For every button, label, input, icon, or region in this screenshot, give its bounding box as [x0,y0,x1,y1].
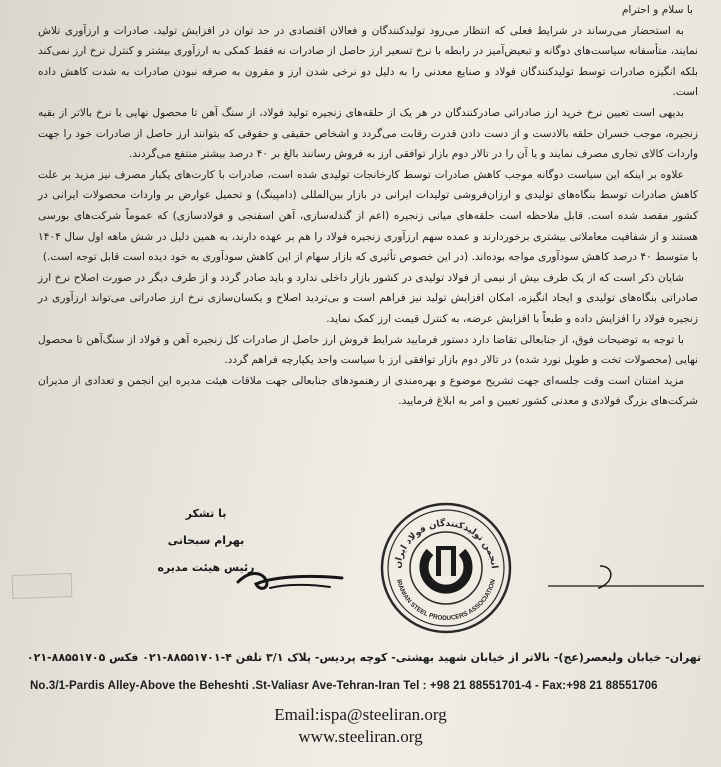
seal-text-fa: انجمن تولیدکنندگان فولاد ایران [393,518,499,570]
paragraph-6: مزید امتنان است وقت جلسه‌ای جهت تشریح موضوع و بهره‌مندی از رهنمودهای جنابعالی جهت ملاقات هیئت مدیره این انجمن و تعدادی از مدیران شرکت‌های بزرگ فولادی و معدنی کشور تعیین و امر به ابلاغ فرمایید. [38,374,698,408]
page-number: ۲ [615,567,620,576]
greeting: با سلام و احترام [621,4,693,16]
footer-address-fa: تهران- خیابان ولیعصر(عج)- بالاتر از خیابان شهید بهشتی- کوچه پردیس- پلاک ۳/۱ تلفن ۴-۸۸۵۵۱۷۰۱-۰۲۱ فکس ۸۸۵۵۱۷۰۵-۰۲۱ [26,651,702,664]
paragraph-3: علاوه بر اینکه این سیاست دوگانه موجب کاهش صادرات توسط کارخانجات تولیدی شده است، صادرات با کارت‌های یکبار مصرف نیز مزید بر علت کاهش صادرات توسط بنگاه‌های تولیدی و ارزان‌فروشی تولیدات ایرانی در بازار بین‌المللی (دامپینگ) و تحمیل عوارض بر واردات محصولات ایرانی در کشور مقصد شده است. قابل ملاحظه است حلقه‌های میانی زنجیره (اعم از گندله‌سازی، آهن اسفنجی و فولادسازی) که عموماً شرکت‌های بورسی هستند و از شفافیت معاملاتی بیشتری برخوردارند و عمده سهم ارزآوری زنجیره فولاد را هم بر عهده دارند، به همین دلیل در شش ماهه اول سال ۱۴۰۴ با متوسط ۴۰ درصد کاهش سودآوری مواجه بوده‌اند. (در این خصوص تأثیری که بازار سهام از این کاهش سودآوری به خود دیده است قابل توجه است.) [38,168,698,264]
signer-title: رئیس هیئت مدیره [157,561,255,574]
footer-website[interactable]: www.steeliran.org [298,727,423,746]
paragraph-2: بدیهی است تعیین نرخ خرید ارز صادراتی صادرکنندگان در هر یک از حلقه‌های زنجیره تولید فولاد، از سنگ آهن تا محصول نهایی با نرخ بالاتر از بقیه زنجیره، موجب خسران حلقه بالادست و از دست دادن قدرت رقابت می‌گردد و اشخاص حقیقی و حقوقی که بتوانند ارز حاصل از صادرات خود را جهت واردات کالای تجاری مصرف نمایند و یا آن را در تالار دوم بازار توافقی ارز به فروش رسانند بالغ بر ۴۰ درصد بیشتر منتفع می‌گردند. [38,106,698,161]
closing-text: با تشکر [185,507,227,520]
association-seal-stamp [378,500,514,636]
attached-label [12,573,73,599]
footer-email[interactable]: Email:ispa@steeliran.org [274,705,447,724]
paragraph-4: شایان ذکر است که از یک طرف بیش از نیمی از فولاد تولیدی در کشور بازار داخلی ندارد و باید صادر گردد و از طرف دیگر در صورت اصلاح نرخ ارز صادراتی بنگاه‌های تولیدی و ایجاد انگیزه، امکان افزایش تولید نیز فراهم است و بی‌تردید اصلاح و یکسان‌سازی نرخ ارز صادراتی می‌تواند ارزآوری در زنجیره فولاد را افزایش داده و طبعاً با افزایش عرضه، به کنترل قیمت ارز کمک نماید. [38,271,698,325]
page-number-handwritten [540,556,710,626]
letter-body [38,0,698,412]
footer-address-en: No.3/1-Pardis Alley-Above the Beheshti .St-Valiasr Ave-Tehran-Iran Tel : +98 21 88551701-4 - Fax:+98 21 88551706 [30,680,658,692]
signer-name: بهرام سبحانی [167,534,245,547]
paragraph-1: به استحضار می‌رساند در شرایط فعلی که انتظار می‌رود تولیدکنندگان و فعالان اقتصادی در حد توان در افزایش تولید، صادرات و ارزآوری تلاش نمایند، متأسفانه سیاست‌های دوگانه و تبعیض‌آمیز در رابطه با نرخ تسعیر ارز حاصل از صادرات نه فقط کمکی به ارزآوری بیشتر و کنترل نرخ ارز نمی‌کند بلکه انگیزه صادرات توسط تولیدکنندگان فولاد و صنایع معدنی را به دلیل دو نرخی شدن ارز و مقرون به صرفه نبودن صادرات به شدت کاهش داده است. [38,24,698,99]
seal-text-en: IRANIAN STEEL PRODUCERS ASSOCIATION [394,578,498,623]
paragraph-5: با توجه به توضیحات فوق، از جنابعالی تقاضا دارد دستور فرمایید شرایط فروش ارز حاصل از صادرات کل زنجیره آهن و فولاد از سنگ‌آهن تا محصول نهایی (محصولات تخت و طویل نورد شده) در تالار دوم بازار توافقی ارز با سیاست واحد یکپارچه فراهم گردد. [38,333,698,367]
handwritten-signature [230,560,350,600]
